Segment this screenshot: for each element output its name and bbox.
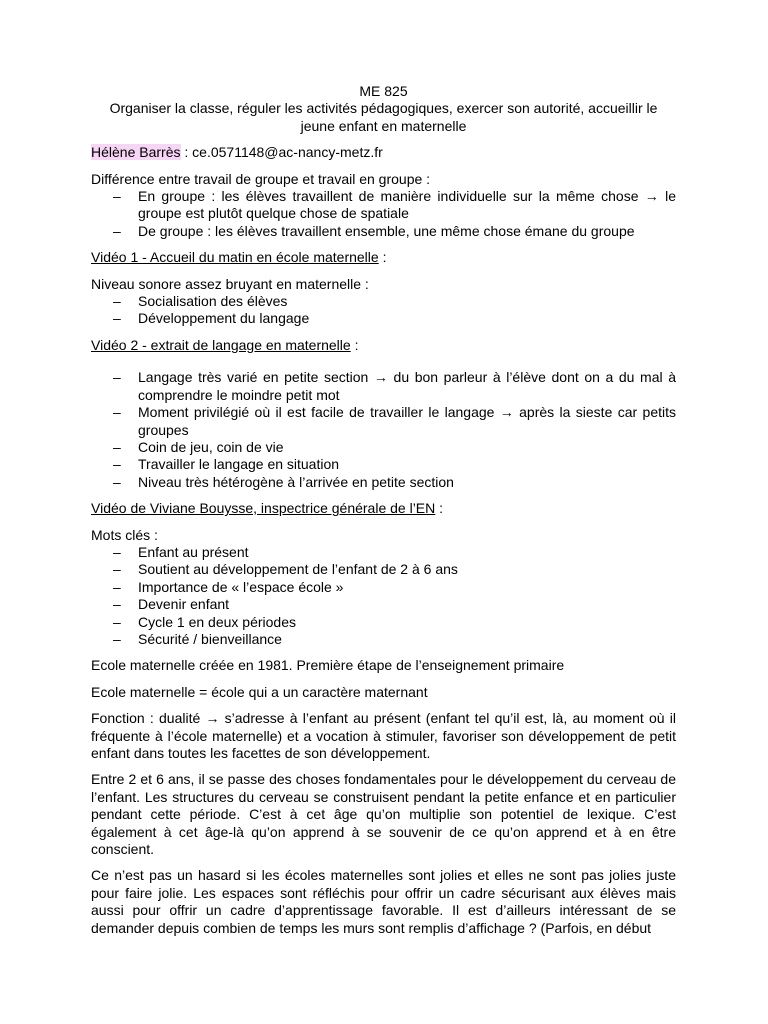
body-paragraph: Entre 2 et 6 ans, il se passe des choses fondamentales pour le développement du cerveau de l’enfant. Les structures du cerveau se construisent pendant la petite enfance et en particulier pendant cette période. C’est à cet âge qu’on multiplie son potentiel de lexique. C’est également à cet âge-là qu’on apprend à se souvenir de ce qu’on apprend et à en être conscient. [91, 771, 676, 858]
list-item: – Développement du langage [113, 310, 310, 327]
list-item: – Niveau très hétérogène à l’arrivée en petite section [113, 473, 454, 490]
author-email: : ce.0571148@ac-nancy-metz.fr [180, 144, 383, 161]
list-item: – Langage très varié en petite section → du bon parleur à l’élève dont on a du mal à comprendre le moindre petit mot [113, 369, 676, 403]
dash-bullet: – [113, 310, 121, 327]
dash-bullet: – [113, 613, 121, 630]
video1-heading: Vidéo 1 - Accueil du matin en école maternelle : [91, 249, 387, 266]
list-item: – Devenir enfant [113, 596, 230, 613]
dash-bullet: – [113, 188, 121, 205]
list-item: – Travailler le langage en situation [113, 456, 340, 473]
keywords-intro: Mots clés : [91, 526, 158, 543]
dash-bullet: – [113, 473, 121, 490]
body-paragraph: Ce n’est pas un hasard si les écoles maternelles sont jolies et elles ne sont pas jolies juste pour faire jolie. Les espaces sont réfléchis pour offrir un cadre sécurisant aux élèves mais aussi pour offrir un cadre d’apprentissage favorable. Il est d’ailleurs intéressant de se demander depuis combien de temps les murs sont remplis d’affichage ? (Parfois, en début [91, 867, 676, 936]
course-title-line-2: jeune enfant en maternelle [300, 117, 467, 134]
body-paragraph: Fonction : dualité → s’adresse à l’enfant au présent (enfant tel qu’il est, là, au moment où il fréquente à l’école maternelle) et a vocation à stimuler, favoriser son développement de petit enfant dans toutes les facettes de son développement. [91, 710, 676, 761]
author-line [91, 144, 676, 161]
list-item: – Socialisation des élèves [113, 293, 288, 310]
dash-bullet: – [113, 438, 121, 455]
list-item: – Importance de « l’espace école » [113, 578, 344, 595]
list-item: – En groupe : les élèves travaillent de manière individuelle sur la même chose → le groupe est plutôt quelque chose de spatiale [113, 188, 676, 222]
author-name: Hélène Barrès [91, 144, 181, 161]
list-item: – Soutient au développement de l’enfant de 2 à 6 ans [113, 561, 458, 578]
dash-bullet: – [113, 369, 121, 386]
group-work-intro: Différence entre travail de groupe et travail en groupe : [91, 170, 431, 187]
list-item: – Sécurité / bienveillance [113, 630, 282, 647]
list-item: – Cycle 1 en deux périodes [113, 613, 296, 630]
video2-heading: Vidéo 2 - extrait de langage en maternelle : [91, 336, 359, 353]
video1-intro: Niveau sonore assez bruyant en maternelle : [91, 275, 369, 292]
video1-list [91, 293, 676, 328]
dash-bullet: – [113, 293, 121, 310]
course-code: ME 825 [359, 83, 408, 99]
list-item: – Moment privilégié où il est facile de travailler le langage → après la sieste car petits groupes [113, 404, 676, 438]
course-title-line-1: Organiser la classe, réguler les activités pédagogiques, exercer son autorité, accueillir le [109, 100, 658, 117]
dash-bullet: – [113, 222, 121, 239]
dash-bullet: – [113, 596, 121, 613]
list-item: – Coin de jeu, coin de vie [113, 438, 284, 455]
dash-bullet: – [113, 543, 121, 560]
dash-bullet: – [113, 456, 121, 473]
group-work-list [91, 188, 676, 240]
body-paragraph: Ecole maternelle créée en 1981. Première étape de l’enseignement primaire [91, 657, 565, 674]
list-item: – De groupe : les élèves travaillent ensemble, une même chose émane du groupe [113, 222, 635, 239]
video3-heading: Vidéo de Viviane Bouysse, inspectrice générale de l’EN : [91, 500, 444, 517]
dash-bullet: – [113, 578, 121, 595]
dash-bullet: – [113, 630, 121, 647]
video2-list [91, 369, 676, 491]
dash-bullet: – [113, 404, 121, 421]
dash-bullet: – [113, 561, 121, 578]
keywords-list [91, 544, 676, 648]
body-paragraph: Ecole maternelle = école qui a un caractère maternant [91, 683, 428, 700]
document-page [91, 83, 676, 937]
list-item: – Enfant au présent [113, 543, 249, 560]
